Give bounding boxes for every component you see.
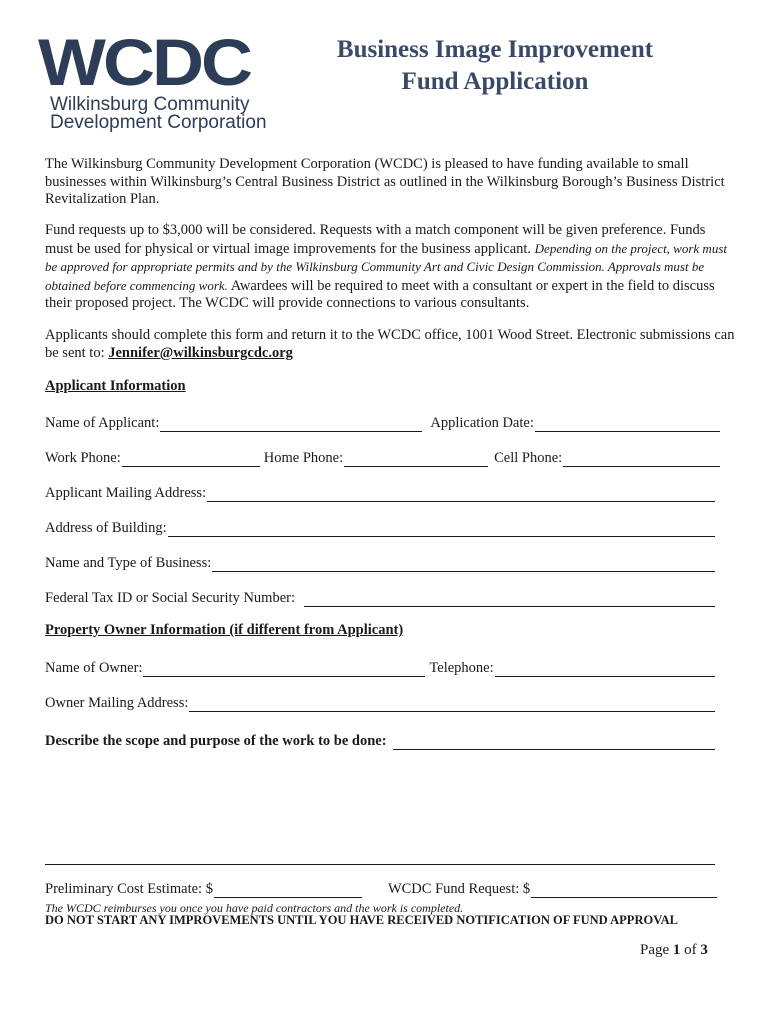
fund-request-label: WCDC Fund Request: $ [387,881,531,897]
owner-name-row [45,657,715,677]
owner-mailing-row [45,692,715,712]
business-label: Name and Type of Business: [45,555,212,571]
applicant-mailing-label: Applicant Mailing Address: [45,485,207,501]
application-date-field[interactable] [535,416,720,432]
cell-phone-label: Cell Phone: [494,450,563,466]
fund-request-field[interactable] [531,882,717,898]
title-line-1: Business Image Improvement [336,36,654,63]
document-title [300,34,690,98]
logo-line-1: Wilkinsburg Community [50,94,250,115]
submission-text: Applicants should complete this form and return it to the WCDC office, 1001 Wood Street. Electronic submissions can be sent to: [45,327,735,361]
applicant-mailing-field[interactable] [207,486,715,502]
scope-field[interactable] [393,734,715,750]
tax-id-field[interactable] [304,591,715,607]
wcdc-logo: WCDC [38,26,250,100]
application-date-label: Application Date: [430,415,534,431]
applicant-name-field[interactable] [160,416,422,432]
owner-name-field[interactable] [143,661,425,677]
page-of: of [680,942,701,958]
title-line-2: Fund Application [401,68,589,95]
applicant-info-heading: Applicant Information [45,378,186,394]
building-address-row [45,517,715,537]
fund-italic-text: Depending on the project, work must be approved for appropriate permits and by the Wilkinsburg Community Art and Civic Design Commission. Approvals must be obtained before commencing work. [45,240,727,293]
scope-row [45,730,715,750]
tax-id-label: Federal Tax ID or Social Security Number: [45,590,295,606]
work-phone-label: Work Phone: [45,450,121,466]
owner-phone-field[interactable] [495,661,715,677]
owner-phone-label: Telephone: [429,660,494,676]
approval-warning: DO NOT START ANY IMPROVEMENTS UNTIL YOU HAVE RECEIVED NOTIFICATION OF FUND APPROVAL [45,913,678,927]
cost-estimate-field[interactable] [214,882,362,898]
email-link[interactable]: Jennifer@wilkinsburgcdc.org [108,344,293,361]
fund-text-2: Awardees will be required to meet with a consultant or expert in the field to discuss their proposed project. The WCDC will provide connections to various consultants. [45,277,715,311]
scope-label: Describe the scope and purpose of the work to be done: [45,733,387,749]
page-total: 3 [700,942,708,958]
reimbursement-note: The WCDC reimburses you once you have paid contractors and the work is completed. [45,901,464,915]
building-address-label: Address of Building: [45,520,167,536]
home-phone-label: Home Phone: [263,450,344,466]
business-row [45,552,715,572]
intro-paragraph: The Wilkinsburg Community Development Corporation (WCDC) is pleased to have funding available to small businesses within Wilkinsburg’s Central Business District as outlined in the Wilkinsburg Borough’s Business District Revitalization Plan. [45,156,725,207]
page-prefix: Page [640,942,673,958]
home-phone-field[interactable] [344,451,488,467]
business-field[interactable] [212,556,715,572]
page-current: 1 [672,942,681,958]
applicant-mailing-row [45,482,715,502]
applicant-name-label: Name of Applicant: [45,415,160,431]
building-address-field[interactable] [168,521,715,537]
cost-estimate-label: Preliminary Cost Estimate: $ [45,881,213,897]
work-phone-field[interactable] [122,451,260,467]
cell-phone-field[interactable] [563,451,720,467]
page-number [640,942,708,959]
phone-row [45,447,720,467]
owner-info-heading: Property Owner Information (if different from Applicant) [45,622,404,638]
logo-line-2: Development Corporation [50,112,267,133]
submission-paragraph [45,327,735,362]
fund-text-1: Fund requests up to $3,000 will be considered. Requests with a match component will be given preference. Funds must be used for physical or virtual image improvements for the business applicant. [45,222,706,257]
fund-paragraph [45,222,735,313]
scope-answer-line[interactable] [45,864,715,865]
owner-mailing-field[interactable] [189,696,715,712]
owner-name-label: Name of Owner: [45,660,143,676]
owner-mailing-label: Owner Mailing Address: [45,695,189,711]
logo-subtitle [50,96,267,132]
applicant-name-row [45,412,720,432]
tax-id-row [45,587,715,607]
cost-row [45,878,717,898]
